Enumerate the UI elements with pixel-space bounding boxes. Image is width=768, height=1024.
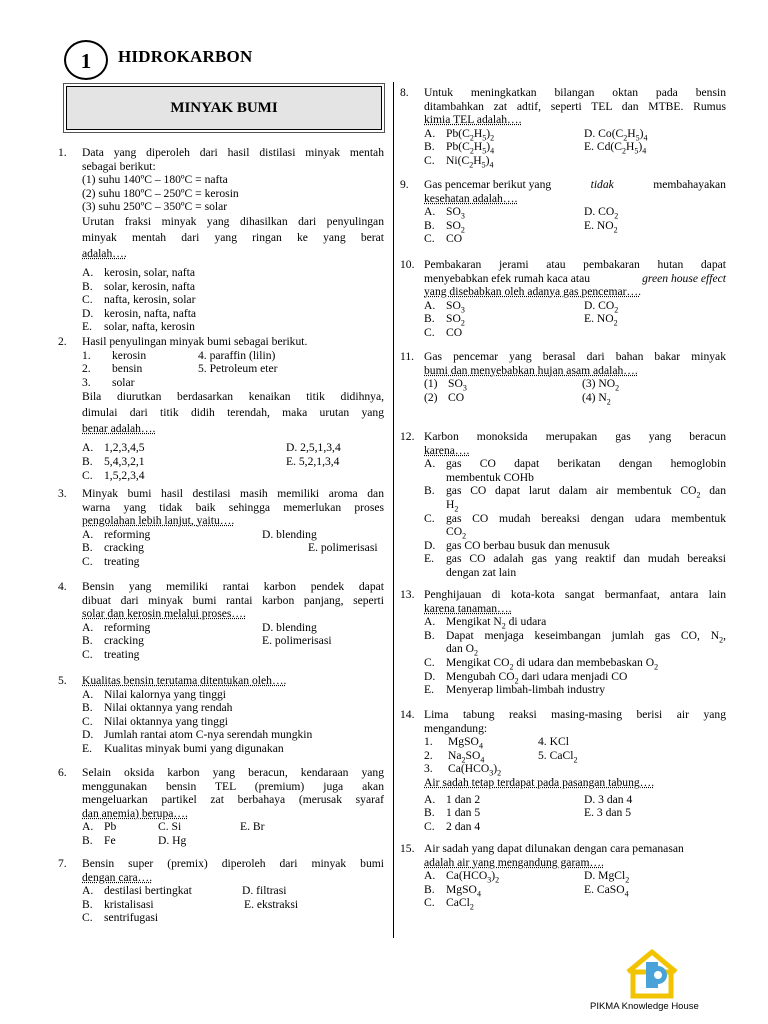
list-item: (3) suhu 250ºC – 350ºC = solar	[82, 200, 228, 214]
question-text: dan anemia) berupa….	[82, 806, 188, 820]
option-row[interactable]: B. Fe D. Hg	[82, 833, 187, 847]
question-number: 13.	[400, 588, 415, 601]
option-row[interactable]: C. 1,5,2,3,4	[82, 468, 145, 482]
question-text: menyebabkan efek rumah kaca atau green house effect	[424, 271, 726, 285]
option-row[interactable]: A. Nilai kalornya yang tinggi	[82, 687, 227, 701]
list-item: 2. bensin 5. Petroleum eter	[82, 362, 278, 376]
topic-title: MINYAK BUMI	[66, 86, 382, 130]
question-number: 12.	[400, 430, 415, 443]
question-text: Data yang diperoleh dari hasil distilasi minyak mentah	[82, 146, 384, 159]
question-number: 15.	[400, 842, 415, 855]
question-text: Bensin yang memiliki rantai karbon pendek dapat	[82, 580, 384, 593]
option-letter: C.	[82, 293, 93, 307]
chapter-number: 1	[64, 40, 108, 80]
question-14	[400, 708, 726, 833]
question-text: minyak mentah dari yang ringan ke yang berat	[82, 230, 384, 244]
option-row[interactable]: D. gas CO berbau busuk dan menusuk	[424, 538, 610, 552]
option-row[interactable]: C. CaCl$_2$	[424, 896, 474, 912]
option-row[interactable]: A. destilasi bertingkat D. filtrasi	[82, 884, 287, 898]
question-text: adalah air yang mengandung garam….	[424, 855, 604, 869]
question-text: mengandung:	[424, 721, 488, 735]
option-row[interactable]: A. $SO_3$ D. $CO_2$	[424, 298, 619, 315]
formula: $Ni(C_2H_5)_4$	[446, 153, 494, 170]
question-number: 5.	[58, 674, 67, 687]
question-text: Gas pencemar berikut yang tidak membahayakan	[424, 178, 726, 191]
option-row[interactable]: C. $Ni(C_2H_5)_4$	[424, 153, 494, 170]
option-row[interactable]	[82, 320, 384, 334]
question-text: adalah….	[82, 246, 127, 260]
question-text: Minyak bumi hasil destilasi masih memiliki aroma dan	[82, 487, 384, 500]
formula: E. $Cd(C_2H_5)_4$	[584, 140, 647, 156]
option-row[interactable]: A. $SO_3$ D. $CO_2$	[424, 205, 619, 221]
question-text: Penghijauan di kota-kota sangat bermanfaat, antara lain	[424, 588, 726, 601]
question-5	[58, 674, 384, 756]
option-row[interactable]: E. Kualitas minyak bumi yang digunakan	[82, 741, 284, 755]
option-row[interactable]: B. cracking E. polimerisasi	[82, 541, 378, 555]
question-text: Selain oksida karbon yang beracun, kendaraan yang	[82, 766, 384, 779]
option-row[interactable]: C. Mengikat $CO_2$ di udara dan membebaskan $O_2$	[424, 655, 659, 672]
question-7	[58, 857, 384, 925]
formula: D. $Co(C_2H_5)_4$	[584, 126, 648, 143]
list-item: 2. $Na_2SO_4$ 5. CaCl$_2$	[424, 748, 578, 765]
question-text: Bila diurutkan berdasarkan kenaikan titik didihnya,	[82, 390, 384, 404]
option-row[interactable]: B. Nilai oktannya yang rendah	[82, 701, 233, 715]
question-text: karena….	[424, 443, 470, 457]
option-row[interactable]: A. $Pb(C_2H_5)_2$ D. $Co(C_2H_5)_4$	[424, 126, 648, 143]
question-number: 7.	[58, 857, 67, 870]
option-row[interactable]: A. 1 dan 2 D. 3 dan 4	[424, 792, 633, 806]
option-row[interactable]: A. Mengikat $N_2$ di udara	[424, 615, 547, 631]
question-text: dimulai dari titik didih terendah, maka urutan yang	[82, 406, 384, 420]
option-row[interactable]	[82, 293, 384, 307]
option-row[interactable]: C. CO	[424, 232, 463, 246]
option-row[interactable]: B. gas CO dapat larut dalam air membentuk $CO_2$ dan $H_2$	[424, 484, 726, 514]
brand-name: PIKMA Knowledge House	[590, 1001, 699, 1012]
option-row[interactable]: D. Mengubah $CO_2$ dari udara menjadi CO	[424, 669, 628, 685]
option-text: solar, kerosin, nafta	[104, 279, 195, 293]
column-divider	[393, 82, 394, 938]
option-row[interactable]: B. kristalisasi E. ekstraksi	[82, 897, 299, 911]
question-13	[400, 588, 726, 697]
question-4	[58, 580, 384, 662]
option-letter: D.	[82, 306, 94, 320]
option-row[interactable]: D. Jumlah rantai atom C-nya serendah mungkin	[82, 728, 313, 742]
question-text: Kualitas bensin terutama ditentukan oleh….	[82, 674, 287, 687]
question-8	[400, 86, 726, 168]
question-number: 10.	[400, 258, 415, 271]
list-item: 3. solar	[82, 375, 135, 389]
option-row[interactable]: A. reforming D. blending	[82, 527, 317, 541]
question-text: Karbon monoksida merupakan gas yang beracun	[424, 430, 726, 443]
option-row[interactable]: C. sentrifugasi	[82, 911, 159, 925]
question-6	[58, 766, 384, 848]
list-item: 1. MgSO$_4$ 4. KCl	[424, 735, 569, 751]
question-2	[58, 335, 384, 482]
option-row[interactable]: C. 2 dan 4	[424, 819, 481, 833]
question-number: 11.	[400, 350, 415, 363]
question-text: solar dan kerosin melalui proses….	[82, 607, 246, 621]
option-row[interactable]: B. 5,4,3,2,1 E. 5,2,1,3,4	[82, 454, 340, 468]
question-number: 4.	[58, 580, 67, 593]
option-row[interactable]: B. $Pb(C_2H_5)_4$ E. $Cd(C_2H_5)_4$	[424, 140, 647, 156]
question-text: ditambahkan zat adtif, seperti TEL dan MTBE. Rumus	[424, 99, 726, 113]
question-text: Air sadah tetap terdapat pada pasangan tabung….	[424, 775, 655, 789]
option-row[interactable]: E. gas CO adalah gas yang reaktif dan mudah bereaksi dengan zat lain	[424, 552, 726, 579]
option-row[interactable]: B. cracking E. polimerisasi	[82, 634, 332, 648]
question-number: 2.	[58, 335, 67, 348]
option-row[interactable]: B. $SO_2$ E. $NO_2$	[424, 218, 618, 235]
list-item: (2) suhu 180ºC – 250ºC = kerosin	[82, 186, 239, 200]
question-text: menggunakan bensin TEL (premium) juga akan	[82, 779, 384, 793]
question-10	[400, 258, 726, 340]
question-1	[58, 146, 384, 334]
option-row[interactable]: C. CO	[424, 325, 463, 339]
question-text: warna yang tidak baik sehingga memerlukan proses	[82, 500, 384, 514]
question-text: Lima tabung reaksi masing-masing berisi air yang	[424, 708, 726, 721]
question-number: 6.	[58, 766, 67, 779]
formula: $Pb(C_2H_5)_2$	[446, 126, 495, 143]
formula: $Pb(C_2H_5)_4$	[446, 140, 495, 156]
question-number: 14.	[400, 708, 415, 721]
question-text: bumi dan menyebabkan hujan asam adalah….	[424, 363, 638, 377]
question-text: yang disebabkan oleh adanya gas pencemar….	[424, 285, 641, 299]
question-text: karena tanaman….	[424, 601, 512, 615]
option-row[interactable]: A. gas CO dapat berikatan dengan hemoglobin membentuk COHb	[424, 457, 726, 484]
question-text: dengan cara….	[82, 870, 153, 884]
question-text: Urutan fraksi minyak yang dihasilkan dari penyulingan	[82, 214, 384, 228]
option-text: nafta, kerosin, solar	[104, 293, 196, 307]
option-text: kerosin, solar, nafta	[104, 265, 195, 279]
option-row[interactable]: (1) $SO_3$ (3) $NO_2$	[424, 377, 620, 393]
question-text: Bensin super (premix) diperoleh dari minyak bumi	[82, 857, 384, 870]
question-text: mengeluarkan partikel zat berbahaya (merusak syaraf	[82, 793, 384, 807]
option-letter: B.	[82, 279, 93, 293]
question-number: 3.	[58, 487, 67, 500]
option-letter: E.	[82, 320, 92, 334]
question-text: Pembakaran jerami atau pembakaran hutan dapat	[424, 258, 726, 271]
chapter-title: HIDROKARBON	[118, 47, 253, 66]
option-row[interactable]: B. 1 dan 5 E. 3 dan 5	[424, 806, 632, 820]
question-number: 9.	[400, 178, 409, 191]
question-text: sebagai berikut:	[82, 159, 156, 173]
option-row[interactable]: B. Dapat menjaga keseimbangan jumlah gas CO, $N_2$, dan $O_2$	[424, 628, 726, 658]
question-text: dibuat dari minyak bumi rantai karbon panjang, seperti	[82, 593, 384, 607]
option-row[interactable]	[82, 266, 384, 280]
question-text: benar adalah….	[82, 422, 156, 436]
question-text: kimia TEL adalah….	[424, 113, 522, 127]
option-row[interactable]	[82, 280, 384, 294]
question-text: kesehatan adalah….	[424, 191, 518, 205]
question-number: 8.	[400, 86, 409, 99]
option-row[interactable]: C. gas CO mudah bereaksi dengan udara membentuk $CO_2$	[424, 511, 726, 541]
option-row[interactable]: C. Nilai oktannya yang tinggi	[82, 714, 228, 728]
question-11	[400, 350, 726, 407]
question-text: Untuk meningkatkan bilangan oktan pada bensin	[424, 86, 726, 99]
option-letter: A.	[82, 265, 94, 279]
question-text: Hasil penyulingan minyak bumi sebagai berikut.	[82, 335, 308, 348]
pikma-house-logo-icon	[624, 948, 680, 1000]
question-9	[400, 178, 726, 246]
option-row[interactable]: B. MgSO$_4$ E. CaSO$_4$	[424, 882, 629, 899]
option-text: solar, nafta, kerosin	[104, 320, 195, 334]
list-item: 1. kerosin 4. paraffin (lilin)	[82, 348, 276, 362]
option-row[interactable]: C. treating	[82, 554, 140, 568]
option-row[interactable]: E. Menyerap limbah-limbah industry	[424, 683, 606, 697]
list-item: (1) suhu 140ºC – 180ºC = nafta	[82, 173, 228, 187]
option-text: kerosin, nafta, nafta	[104, 306, 197, 320]
question-3	[58, 487, 384, 569]
option-row[interactable]: A. $Ca(HCO_3)_2$ D. MgCl$_2$	[424, 869, 630, 885]
option-row[interactable]	[82, 307, 384, 321]
option-row[interactable]: C. treating	[82, 647, 140, 661]
list-item: 3. $Ca(HCO_3)_2$	[424, 762, 502, 778]
option-row[interactable]: (2) CO (4) $N_2$	[424, 390, 611, 407]
question-text: pengolahan lebih lanjut, yaitu….	[82, 514, 235, 528]
question-number: 1.	[58, 146, 67, 159]
question-text: Air sadah yang dapat dilunakan dengan cara pemanasan	[424, 842, 684, 855]
question-text: Gas pencemar yang berasal dari bahan bakar minyak	[424, 350, 726, 363]
question-12	[400, 430, 726, 580]
option-row[interactable]: A. 1,2,3,4,5 D. 2,5,1,3,4	[82, 441, 341, 455]
option-row[interactable]: A. reforming D. blending	[82, 620, 317, 634]
option-row[interactable]: B. $SO_2$ E. $NO_2$	[424, 312, 618, 328]
question-15	[400, 842, 726, 910]
option-row[interactable]: A. Pb C. Si E. Br	[82, 820, 265, 834]
